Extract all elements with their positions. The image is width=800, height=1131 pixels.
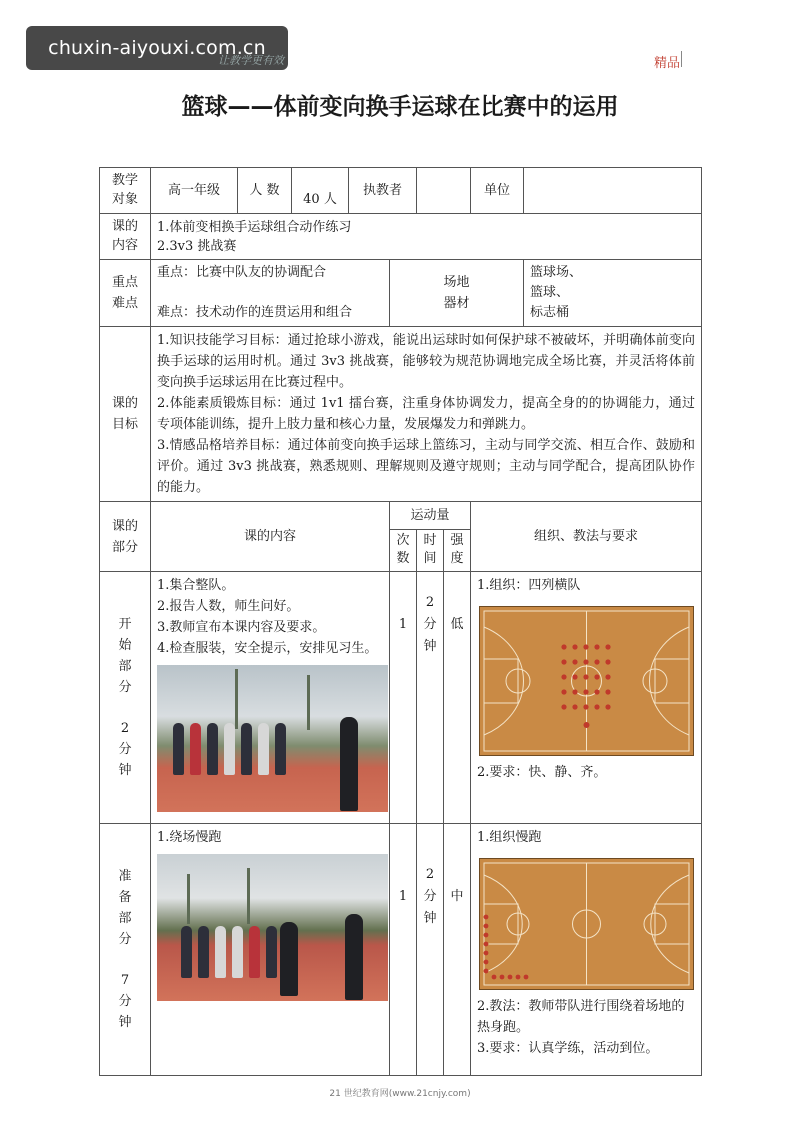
part-char: 分 [118,994,132,1009]
section-org-cell [471,824,702,1076]
student-dot [594,674,599,679]
student-dot [594,659,599,664]
section-intensity-cell: 低 [444,572,471,824]
duration-header: 时间 [423,533,437,566]
objectives-text-cell [151,327,702,502]
content-label-cell [100,214,151,260]
content-item: 2.3v3 挑战赛 [157,238,237,254]
runner-dot [483,915,488,920]
student-dot [594,689,599,694]
unit-label-cell: 单位 [471,168,524,214]
unit-value-cell [524,168,702,214]
count-label-cell: 人 数 [238,168,292,214]
teacher-label-cell: 执教者 [349,168,417,214]
student-dot [561,644,566,649]
section-warmup-row [100,824,702,1076]
runner-dot [483,969,488,974]
part-char: 开 [118,617,132,632]
equipment-cell [524,260,702,327]
runner-dot [483,933,488,938]
objective-item: 1.知识技能学习目标：通过抢球小游戏，能说出运球时如何保护球不被破坏，并明确体前变向换手运球的运用时机。通过 3v3 挑战赛，能够较为规范协调地完成全场比赛，并灵活将体前变向换手运球运用在比赛过程中。 [157,333,696,390]
assembly-photo [157,665,388,812]
duration-char: 2 [425,595,435,610]
objective-item: 3.情感品格培养目标：通过体前变向换手运球上篮练习，主动与同学交流、相互合作、鼓励和评价。通过 3v3 挑战赛，熟悉规则、理解规则及遵守规则；主动与同学配合，提高团队协作的能力。 [157,438,696,495]
content-item: 1.体前变相换手运球组合动作练习 [157,219,352,235]
teacher-value-cell [417,168,471,214]
section-times-cell: 1 [390,572,417,824]
part-char: 2 [120,721,130,736]
section-org-cell [471,572,702,824]
duration-char: 分 [423,617,437,632]
student-dot [605,689,610,694]
student-dot [561,689,566,694]
site-watermark: chuxin-aiyouxi.com.cn [26,26,288,70]
student-dot [594,644,599,649]
grade-cell: 高一年级 [151,168,238,214]
section-content-cell [151,572,390,824]
equipment-item: 标志桶 [530,305,570,320]
student-dot [583,689,588,694]
keypoints-label-cell [100,260,151,327]
student-dot [605,644,610,649]
lesson-plan-table [99,167,702,1076]
keypoints-row [100,260,702,327]
student-dot [583,659,588,664]
intensity-header-cell [444,530,471,572]
duration-char: 钟 [423,639,437,654]
runner-dot [483,924,488,929]
student-dot [605,704,610,709]
jogging-photo [157,854,388,1001]
duration-header-cell [417,530,444,572]
equipment-item: 篮球场、 [530,265,583,280]
student-dot [572,659,577,664]
runner-dot [515,975,520,980]
page-title: 篮球——体前变向换手运球在比赛中的运用 [181,94,619,120]
info-row [100,168,702,214]
runner-dot [491,975,496,980]
target-label-cell [100,168,151,214]
student-dot [572,704,577,709]
org-title: 1.组织慢跑 [477,830,542,845]
court-diagram-formation [479,606,694,756]
part-char: 钟 [118,1015,132,1030]
duration-char: 分 [423,889,437,904]
objective-item: 2.体能素质锻炼目标：通过 1v1 擂台赛，注重身体协调发力，提高全身的的协调能力，通过专项体能训练，提升上肢力量和核心力量，发展爆发力和弹跳力。 [157,396,696,432]
section-item: 2.报告人数，师生问好。 [157,599,300,614]
count-value-cell: 40 人 [292,168,349,214]
content-row [100,214,702,260]
section-part-cell [100,824,151,1076]
part-char: 部 [118,911,132,926]
keypoints-text-cell [151,260,390,327]
student-dot [561,659,566,664]
section-item: 4.检查服装，安全提示，安排见习生。 [157,641,378,656]
quality-badge: 精品 [653,56,680,71]
part-char: 7 [120,973,130,988]
times-header-cell [390,530,417,572]
part-char: 备 [118,890,132,905]
section-item: 1.集合整队。 [157,578,235,593]
runner-dot [499,975,504,980]
student-dot [583,674,588,679]
section-header-row [100,502,702,530]
objectives-row [100,327,702,502]
student-dot [572,689,577,694]
runner-dot [483,960,488,965]
venue-label-cell [390,260,524,327]
part-header-cell [100,502,151,572]
venue-label: 场地器材 [443,275,470,311]
logo-slogan: 让教学更有效 [218,54,284,67]
objectives-label-cell [100,327,151,502]
student-dot [594,704,599,709]
section-content-cell [151,824,390,1076]
org-note: 2.教法：教师带队进行围绕着场地的热身跑。 [477,999,685,1035]
part-char: 准 [118,869,132,884]
part-char: 始 [118,638,132,653]
org-note: 2.要求：快、静、齐。 [477,765,607,780]
keypoints-label: 重点难点 [111,275,138,311]
student-dot [583,704,588,709]
runner-dot [483,942,488,947]
part-char: 钟 [118,763,132,778]
section-part-cell [100,572,151,824]
target-label: 教学对象 [112,173,139,207]
student-dot [583,644,588,649]
runner-dot [507,975,512,980]
section-item: 3.教师宣布本课内容及要求。 [157,620,326,635]
load-header-cell: 运动量 [390,502,471,530]
student-dot [572,644,577,649]
difficulty-point: 难点：技术动作的连贯运用和组合 [157,305,353,320]
duration-char: 2 [425,867,435,882]
content-label: 课的内容 [111,219,138,253]
org-title: 1.组织：四列横队 [477,578,581,593]
part-header: 课的部分 [111,518,138,555]
student-dot [605,659,610,664]
section-duration-cell [417,824,444,1076]
student-dot [561,674,566,679]
equipment-item: 篮球、 [530,285,570,300]
content-items-cell [151,214,702,260]
student-dot [572,674,577,679]
section-item: 1.绕场慢跑 [157,830,222,845]
student-dot [561,704,566,709]
section-times-cell: 1 [390,824,417,1076]
content-header-cell: 课的内容 [151,502,390,572]
part-char: 分 [118,742,132,757]
badge-divider [681,51,682,67]
section-intensity-cell: 中 [444,824,471,1076]
intensity-header: 强度 [450,533,464,566]
section-start-row [100,572,702,824]
court-diagram-jog [479,858,694,990]
runner-dot [483,951,488,956]
student-dot [605,674,610,679]
part-char: 部 [118,659,132,674]
duration-char: 钟 [423,911,437,926]
objectives-label: 课的目标 [111,396,138,432]
org-note: 3.要求：认真学练，活动到位。 [477,1041,659,1056]
section-duration-cell [417,572,444,824]
teacher-marker [583,722,589,728]
runner-dot [523,975,528,980]
key-point: 重点：比赛中队友的协调配合 [157,265,327,280]
part-char: 分 [118,932,132,947]
page-footer: 21 世纪教育网(www.21cnjy.com) [329,1089,471,1099]
part-char: 分 [118,680,132,695]
times-header: 次数 [396,533,410,566]
org-header-cell: 组织、教法与要求 [471,502,702,572]
